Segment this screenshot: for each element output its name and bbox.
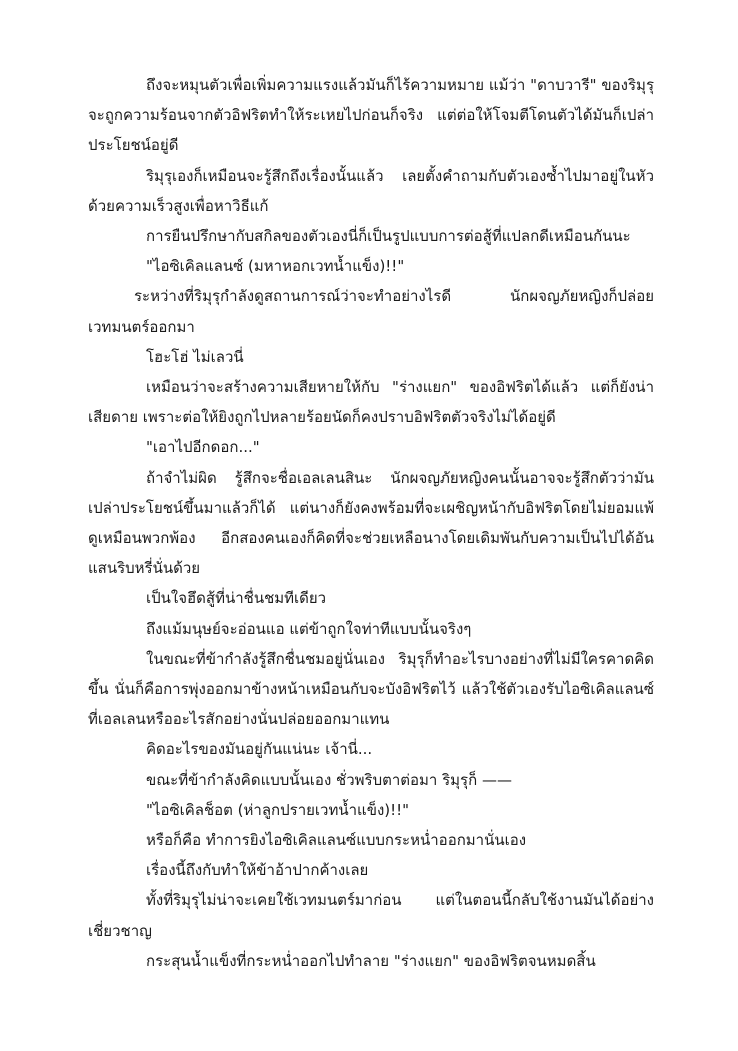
paragraph-10: เป็นใจฮึดสู้ที่น่าชื่นชมทีเดียว xyxy=(146,589,327,608)
dialogue-line: "เอาไปอีกดอก..." xyxy=(146,438,260,457)
paragraph-11: ถึงแม้มนุษย์จะอ่อนแอ แต่ข้าถูกใจท่าทีแบบนั้นจริงๆ xyxy=(146,619,472,638)
paragraph-14: ขณะที่ข้ากำลังคิดแบบนั้นเอง ชั่วพริบตาต่อมา ริมุรุก็ —— xyxy=(146,770,512,789)
paragraph-12: ในขณะที่ข้ากำลังรู้สึกชื่นชมอยู่นั่นเอง ริมุรุก็ทำอะไรบางอย่างที่ไม่มีใครคาดคิดขึ้น นั่นก็คือการพุ่งออกมาข้างหน้าเหมือนกับจะบังอิฟริตไว้ แล้วใช้ตัวเองรับไอซิเคิลแลนซ์ที่เอลเลนหรืออะไรสักอย่างนั่นปล่อยออกมาแทน xyxy=(88,649,654,729)
dialogue-line: "ไอซิเคิลช็อต (ห่าลูกปรายเวทน้ำแข็ง)!!" xyxy=(146,800,410,819)
paragraph-5: ระหว่างที่ริมุรุกำลังดูสถานการณ์ว่าจะทำอย่างไรดี นักผจญภัยหญิงก็ปล่อยเวทมนตร์ออกมา xyxy=(88,287,654,336)
paragraph-2: ริมุรุเองก็เหมือนจะรู้สึกถึงเรื่องนั้นแล้ว เลยตั้งคำถามกับตัวเองซ้ำไปมาอยู่ในหัวด้วยความเร็วสูงเพื่อหาวิธีแก้ xyxy=(88,166,654,215)
paragraph-16: หรือก็คือ ทำการยิงไอซิเคิลแลนซ์แบบกระหน่ำออกมานั่นเอง xyxy=(146,831,527,850)
paragraph-18: ทั้งที่ริมุรุไม่น่าจะเคยใช้เวทมนตร์มาก่อน แต่ในตอนนี้กลับใช้งานมันได้อย่างเชี่ยวชาญ xyxy=(88,891,654,940)
body-text xyxy=(88,70,654,976)
paragraph-6: โฮะโฮ่ ไม่เลวนี่ xyxy=(146,347,244,366)
paragraph-13: คิดอะไรของมันอยู่กันแน่นะ เจ้านี่... xyxy=(146,740,373,759)
paragraph-9: ถ้าจำไม่ผิด รู้สึกจะชื่อเอลเลนสินะ นักผจญภัยหญิงคนนั้นอาจจะรู้สึกตัวว่ามันเปล่าประโยชน์ขึ้นมาแล้วก็ได้ แต่นางก็ยังคงพร้อมที่จะเผชิญหน้ากับอิฟริตโดยไม่ยอมแพ้ดูเหมือนพวกพ้อง อีกสองคนเองก็คิดที่จะช่วยเหลือนางโดยเดิมพันกับความเป็นไปได้อันแสนริบหรี่นั่นด้วย xyxy=(88,468,654,578)
paragraph-7: เหมือนว่าจะสร้างความเสียหายให้กับ "ร่างแยก" ของอิฟริตได้แล้ว แต่ก็ยังน่าเสียดาย เพราะต่อให้ยิงถูกไปหลายร้อยนัดก็คงปราบอิฟริตตัวจริงไม่ได้อยู่ดี xyxy=(88,378,654,427)
paragraph-19: กระสุนน้ำแข็งที่กระหน่ำออกไปทำลาย "ร่างแยก" ของอิฟริตจนหมดสิ้น xyxy=(146,951,596,970)
paragraph-17: เรื่องนี้ถึงกับทำให้ข้าอ้าปากค้างเลย xyxy=(146,861,369,880)
paragraph-1: ถึงจะหมุนตัวเพื่อเพิ่มความแรงแล้วมันก็ไร้ความหมาย แม้ว่า "ดาบวารี" ของริมุรุจะถูกความร้อนจากตัวอิฟริตทำให้ระเหยไปก่อนก็จริง แต่ต่อให้โจมตีโดนตัวได้มันก็เปล่าประโยชน์อยู่ดี xyxy=(88,76,654,155)
paragraph-3: การยืนปรึกษากับสกิลของตัวเองนี่ก็เป็นรูปแบบการต่อสู้ที่แปลกดีเหมือนกันนะ xyxy=(146,227,631,246)
dialogue-line: "ไอซิเคิลแลนซ์ (มหาหอกเวทน้ำแข็ง)!!" xyxy=(146,257,405,276)
